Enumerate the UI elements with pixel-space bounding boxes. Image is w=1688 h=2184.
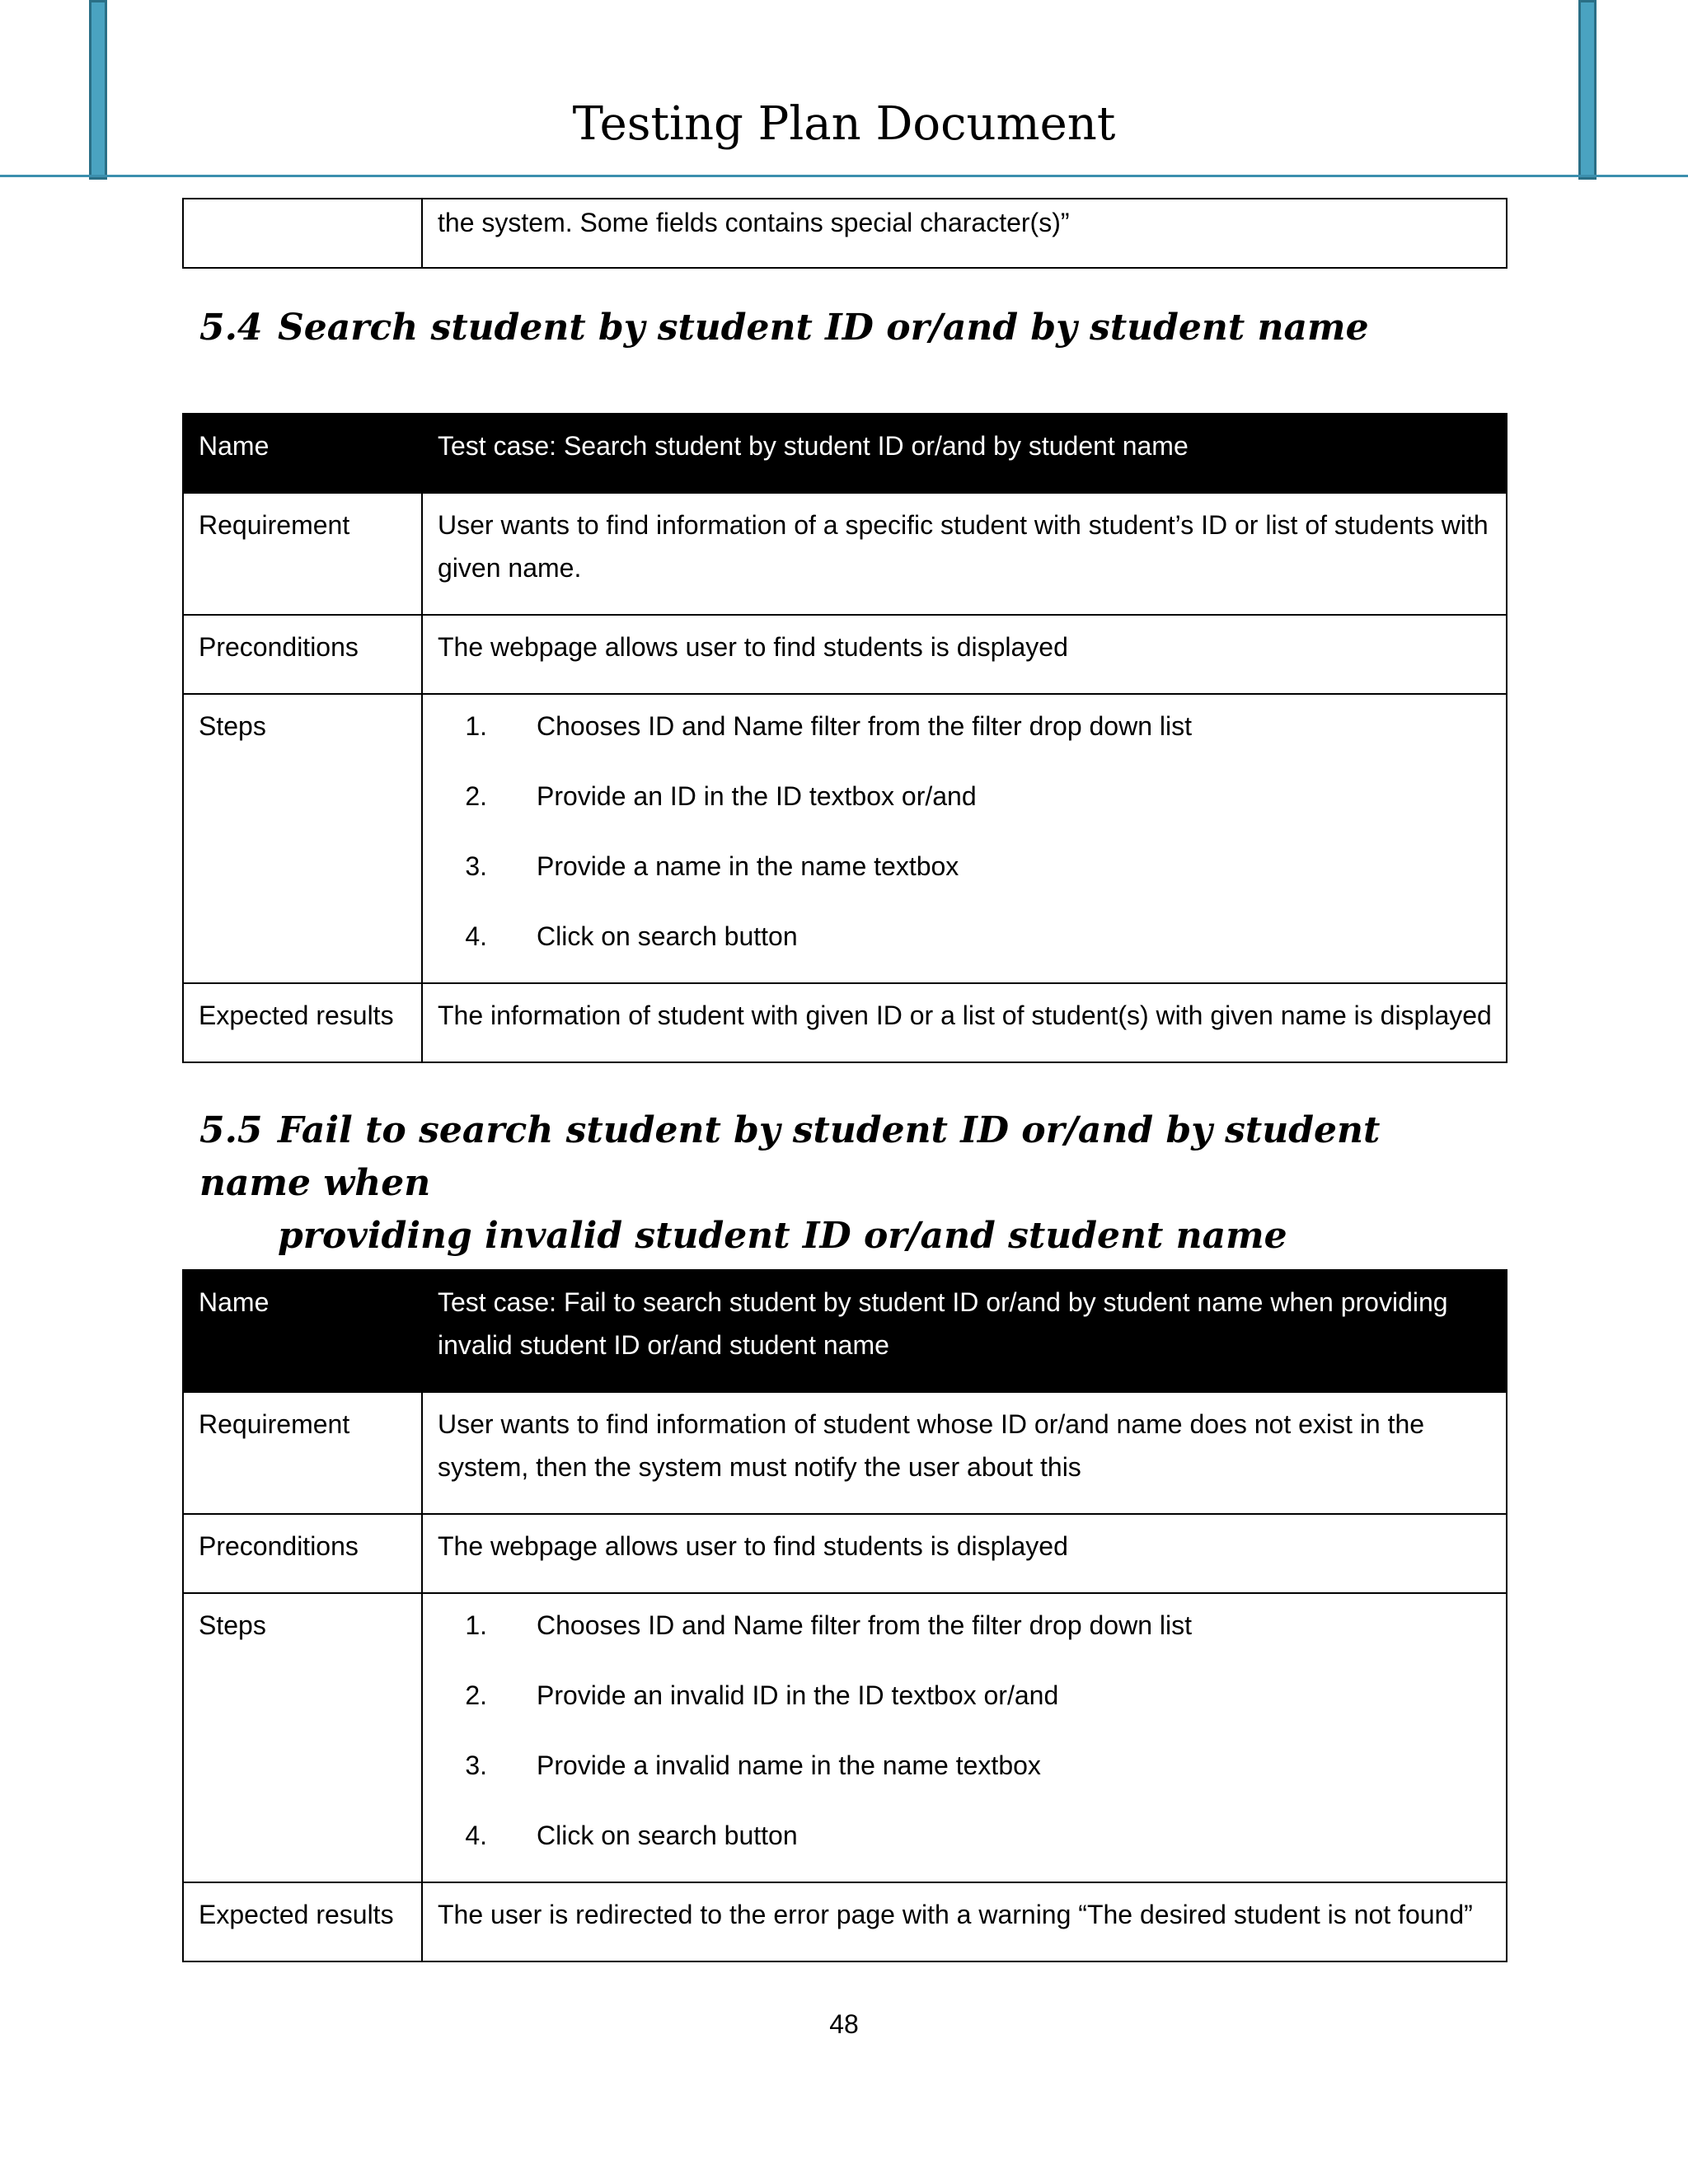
step-text: Click on search button — [537, 1821, 798, 1850]
step-text: Provide a invalid name in the name textbox — [537, 1750, 1041, 1780]
preconditions-label: Preconditions — [183, 1514, 422, 1593]
step-number: 2. — [465, 1680, 487, 1710]
preconditions-value: The webpage allows user to find students is displayed — [422, 1514, 1507, 1593]
list-item — [438, 1604, 1493, 1647]
list-item — [438, 845, 1493, 888]
section-number: 5.4 — [199, 307, 263, 349]
expected-value: The information of student with given ID or a list of student(s) with given name is displayed — [422, 983, 1507, 1062]
continuation-table — [182, 198, 1507, 269]
list-item — [438, 705, 1493, 748]
table-row-name — [183, 414, 1507, 493]
list-item — [438, 1674, 1493, 1717]
preconditions-label: Preconditions — [183, 615, 422, 694]
header-divider — [0, 175, 1688, 177]
expected-value: The user is redirected to the error page with a warning “The desired student is not found” — [422, 1882, 1507, 1961]
steps-label: Steps — [183, 1593, 422, 1882]
step-text: Provide an ID in the ID textbox or/and — [537, 781, 977, 811]
section-title: Search student by student ID or/and by student name — [278, 307, 1369, 349]
test-case-table-5-4 — [182, 413, 1507, 1063]
table-row-name — [183, 1270, 1507, 1392]
section-heading-5-5 — [199, 1104, 1485, 1263]
table-row-requirement — [183, 493, 1507, 615]
name-value: Test case: Search student by student ID or/and by student name — [422, 414, 1507, 493]
table-row-expected — [183, 983, 1507, 1062]
section-title: Fail to search student by student ID or/and by student name when — [199, 1109, 1381, 1204]
step-text: Provide a name in the name textbox — [537, 851, 959, 881]
steps-list — [438, 1604, 1493, 1857]
step-number: 3. — [465, 851, 487, 881]
table-row-expected — [183, 1882, 1507, 1961]
step-text: Chooses ID and Name filter from the filter drop down list — [537, 1610, 1192, 1640]
requirement-label: Requirement — [183, 493, 422, 615]
step-number: 1. — [465, 1610, 487, 1640]
page-header-title: Testing Plan Document — [572, 97, 1116, 151]
step-number: 1. — [465, 711, 487, 741]
requirement-value: User wants to find information of student whose ID or/and name does not exist in the system, then the system must notify the user about this — [422, 1392, 1507, 1514]
steps-label: Steps — [183, 694, 422, 983]
preconditions-value: The webpage allows user to find students is displayed — [422, 615, 1507, 694]
steps-value — [422, 694, 1507, 983]
list-item — [438, 915, 1493, 958]
step-text: Chooses ID and Name filter from the filter drop down list — [537, 711, 1192, 741]
section-heading-5-4 — [199, 302, 1485, 354]
step-number: 2. — [465, 781, 487, 811]
table-row-preconditions — [183, 1514, 1507, 1593]
expected-label: Expected results — [183, 1882, 422, 1961]
header-right-accent-bar — [1578, 0, 1597, 180]
table-row-requirement — [183, 1392, 1507, 1514]
expected-label: Expected results — [183, 983, 422, 1062]
table-row-steps — [183, 694, 1507, 983]
list-item — [438, 1814, 1493, 1857]
page-number: 48 — [829, 2009, 859, 2039]
name-value: Test case: Fail to search student by student ID or/and by student name when providing invalid student ID or/and student name — [422, 1270, 1507, 1392]
step-number: 4. — [465, 921, 487, 951]
continuation-label-cell — [183, 199, 422, 268]
step-text: Provide an invalid ID in the ID textbox or/and — [537, 1680, 1059, 1710]
table-row-steps — [183, 1593, 1507, 1882]
step-number: 4. — [465, 1821, 487, 1850]
test-case-table-5-5 — [182, 1269, 1507, 1962]
step-text: Click on search button — [537, 921, 798, 951]
continuation-text-cell: the system. Some fields contains special character(s)” — [422, 199, 1507, 268]
steps-list — [438, 705, 1493, 958]
step-number: 3. — [465, 1750, 487, 1780]
name-label: Name — [183, 1270, 422, 1392]
list-item — [438, 775, 1493, 818]
table-row — [183, 199, 1507, 268]
list-item — [438, 1744, 1493, 1787]
section-title-continued: providing invalid student ID or/and student name — [278, 1215, 1287, 1257]
requirement-label: Requirement — [183, 1392, 422, 1514]
name-label: Name — [183, 414, 422, 493]
table-row-preconditions — [183, 615, 1507, 694]
header-left-accent-bar — [89, 0, 107, 180]
requirement-value: User wants to find information of a specific student with student’s ID or list of students with given name. — [422, 493, 1507, 615]
steps-value — [422, 1593, 1507, 1882]
section-number: 5.5 — [199, 1109, 263, 1151]
